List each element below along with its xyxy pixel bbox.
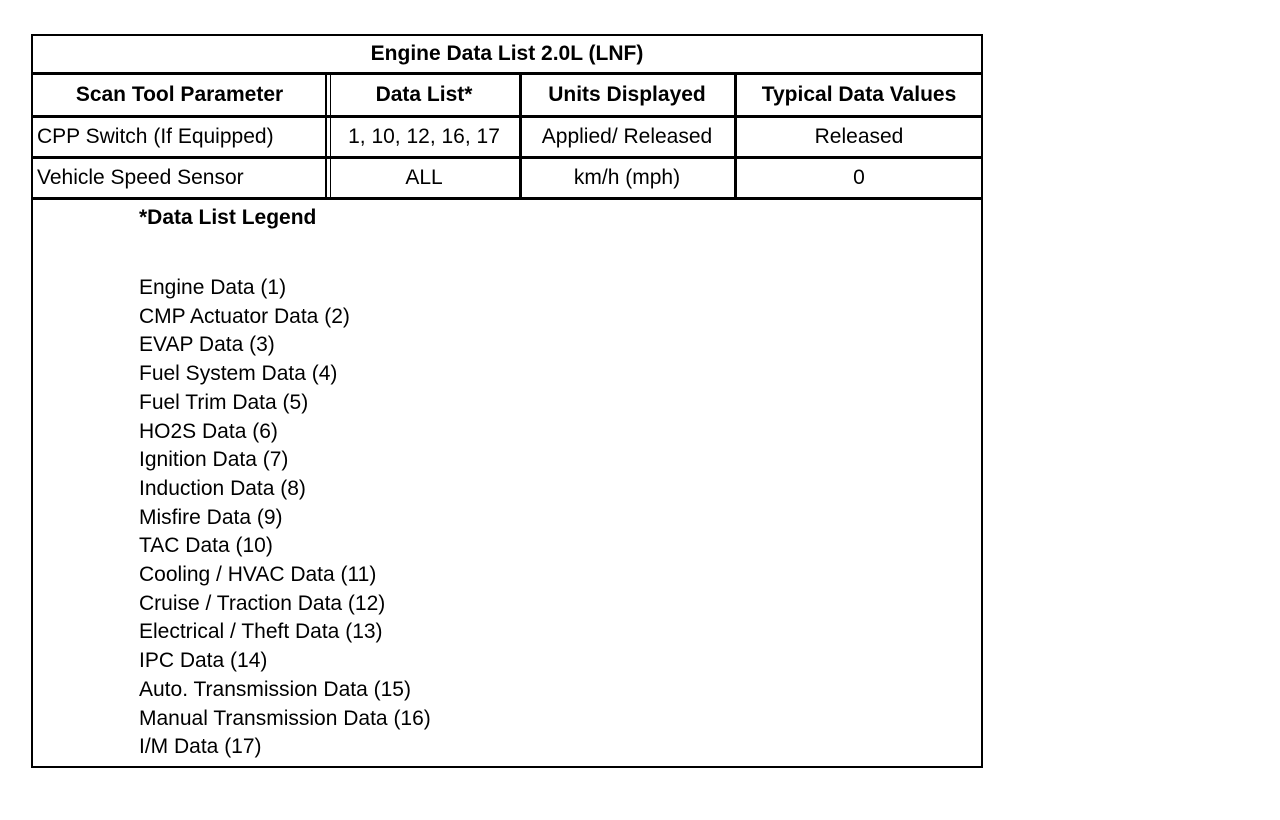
legend-item: CMP Actuator Data (2) — [139, 304, 350, 328]
header-scan-tool-parameter: Scan Tool Parameter — [75, 83, 284, 106]
cell-scan-tool-parameter: Vehicle Speed Sensor — [37, 166, 244, 189]
legend-item: EVAP Data (3) — [139, 333, 275, 357]
column-divider — [325, 159, 327, 197]
legend-item: Misfire Data (9) — [139, 505, 283, 529]
header-typical-data-values: Typical Data Values — [736, 75, 981, 115]
legend-item: Ignition Data (7) — [139, 448, 289, 472]
engine-data-table — [31, 34, 983, 768]
legend-item: Cooling / HVAC Data (11) — [139, 563, 377, 587]
legend-item: Electrical / Theft Data (13) — [139, 620, 383, 644]
column-divider — [325, 75, 327, 115]
legend-item: TAC Data (10) — [139, 534, 273, 558]
legend-item: Engine Data (1) — [139, 276, 287, 299]
legend-list — [139, 274, 431, 762]
table-header-row — [33, 75, 981, 118]
table-row — [33, 159, 981, 200]
legend-item: HO2S Data (6) — [139, 419, 278, 443]
header-units-displayed: Units Displayed — [521, 75, 732, 115]
cell-units-displayed: km/h (mph) — [521, 159, 732, 197]
legend-item: Induction Data (8) — [139, 476, 306, 500]
data-list-legend — [33, 200, 981, 766]
legend-item: Cruise / Traction Data (12) — [139, 591, 386, 615]
cell-scan-tool-parameter: CPP Switch (If Equipped) — [37, 125, 274, 148]
legend-item: Fuel System Data (4) — [139, 362, 338, 386]
header-data-list: Data List* — [330, 75, 517, 115]
legend-title: *Data List Legend — [139, 206, 317, 229]
cell-typical-data-value: Released — [736, 118, 981, 156]
legend-item: Manual Transmission Data (16) — [139, 706, 431, 730]
cell-units-displayed: Applied/ Released — [521, 118, 732, 156]
column-divider — [325, 118, 327, 156]
legend-item: Auto. Transmission Data (15) — [139, 677, 411, 701]
table-row — [33, 118, 981, 159]
legend-item: I/M Data (17) — [139, 735, 262, 759]
legend-item: IPC Data (14) — [139, 649, 268, 673]
cell-data-list: 1, 10, 12, 16, 17 — [330, 118, 517, 156]
cell-typical-data-value: 0 — [736, 159, 981, 197]
legend-item: Fuel Trim Data (5) — [139, 390, 309, 414]
cell-data-list: ALL — [330, 159, 517, 197]
table-title: Engine Data List 2.0L (LNF) — [33, 36, 981, 75]
